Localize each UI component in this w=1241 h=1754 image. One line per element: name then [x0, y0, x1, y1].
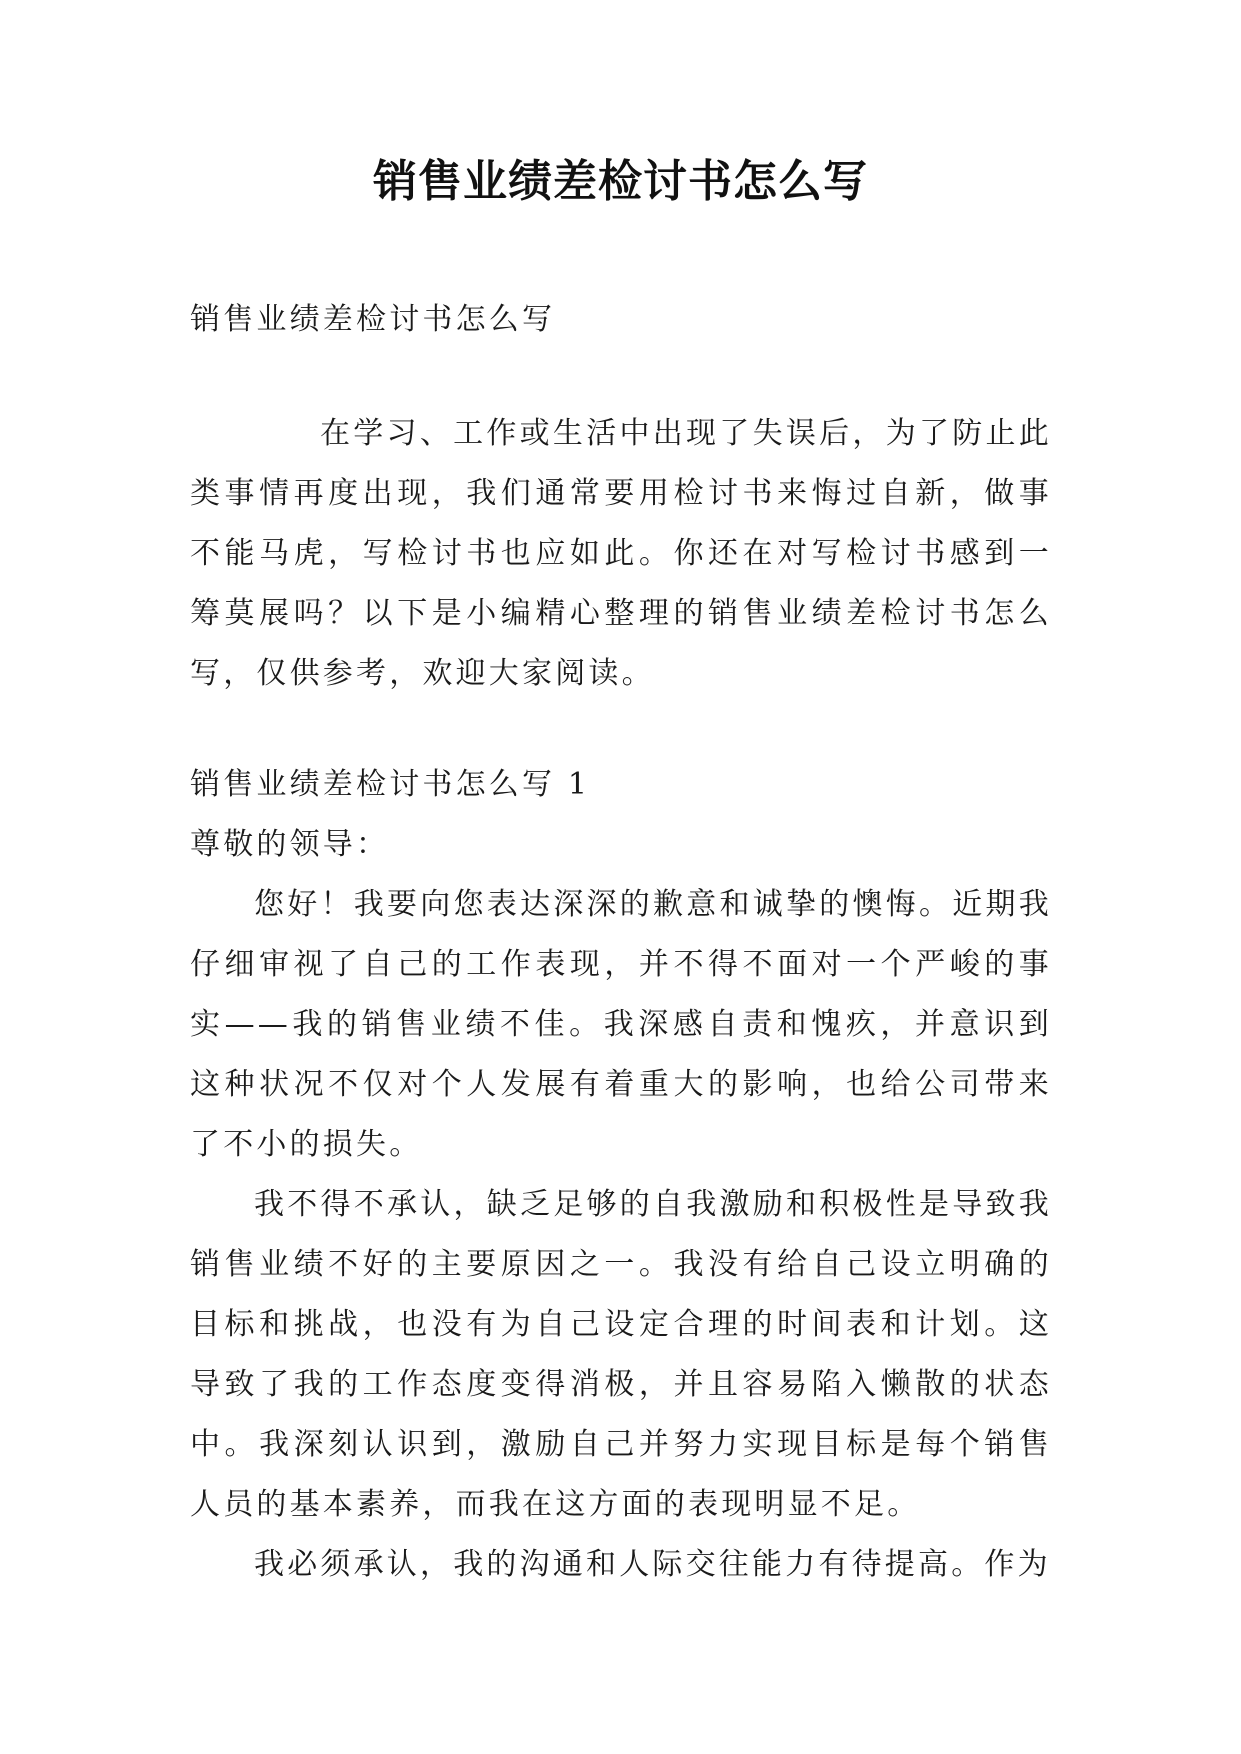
salutation: 尊敬的领导： — [190, 827, 390, 862]
body-paragraph: 我不得不承认，缺乏足够的自我激励和积极性是导致我销售业绩不好的主要原因之一。我没有给自己设立明确的目标和挑战，也没有为自己设定合理的时间表和计划。这导致了我的工作态度变得消极，并且容易陷入懒散的状态中。我深刻认识到，激励自己并努力实现目标是每个销售人员的基本素养，而我在这方面的表现明显不足。 — [190, 1187, 1052, 1522]
section-heading: 销售业绩差检讨书怎么写 1 — [190, 767, 591, 802]
document-subtitle: 销售业绩差检讨书怎么写 — [190, 302, 556, 337]
letter-section — [190, 755, 1052, 1595]
body-paragraph: 我必须承认，我的沟通和人际交往能力有待提高。作为 — [254, 1547, 1051, 1582]
document-title: 销售业绩差检讨书怎么写 — [373, 156, 868, 207]
intro-paragraph: 在学习、工作或生活中出现了失误后，为了防止此类事情再度出现，我们通常要用检讨书来悔过自新，做事不能马虎，写检讨书也应如此。你还在对写检讨书感到一筹莫展吗？以下是小编精心整理的销售业绩差检讨书怎么写，仅供参考，欢迎大家阅读。 — [190, 416, 1052, 691]
body-paragraph: 您好！我要向您表达深深的歉意和诚挚的懊悔。近期我仔细审视了自己的工作表现，并不得不面对一个严峻的事实——我的销售业绩不佳。我深感自责和愧疚，并意识到这种状况不仅对个人发展有着重大的影响，也给公司带来了不小的损失。 — [190, 887, 1052, 1162]
